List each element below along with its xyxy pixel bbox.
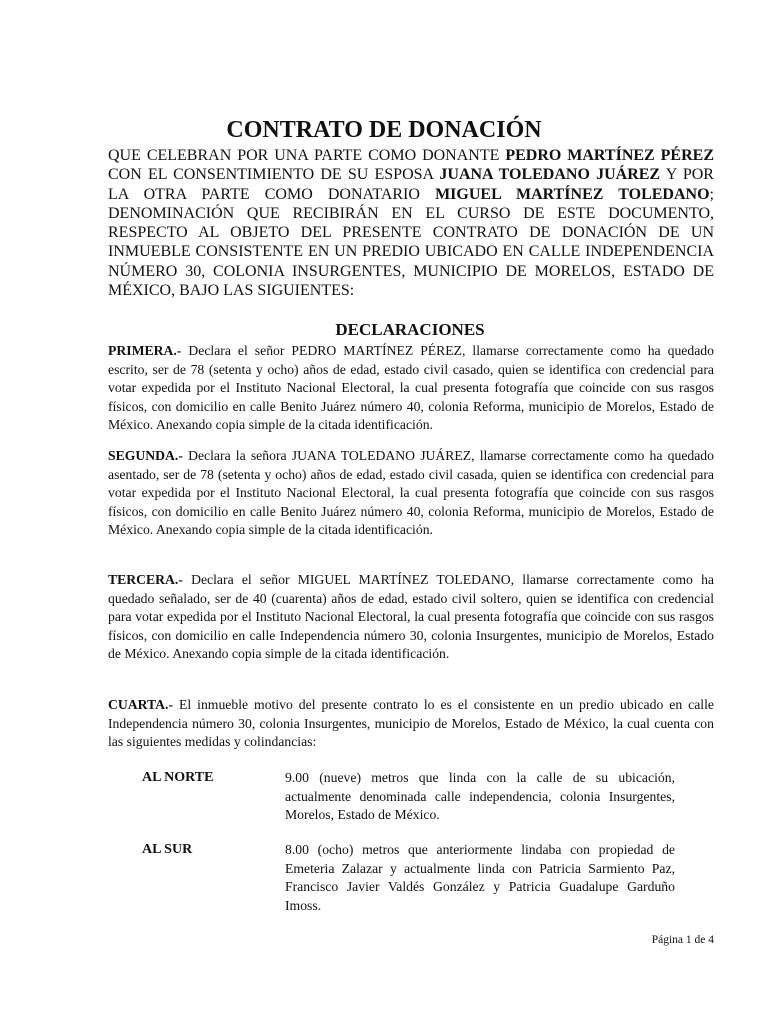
declaracion-text: Declara la señora JUANA TOLEDANO JUÁREZ, llamarse correctamente como ha quedado asentado, ser de 78 (setenta y ocho) años de edad, estado civil casada, quien se identifica con credencial para votar expedida por el Instituto Nacional Electoral, la cual presenta fotografía que coincide con sus rasgos físicos, con domicilio en calle Benito Juárez número 40, colonia Reforma, municipio de Morelos, Estado de México. Anexando copia simple de la citada identificación. [108, 448, 714, 538]
intro-paragraph [108, 146, 714, 300]
declaracion-cuarta [108, 696, 714, 752]
colindancia-norte-label: AL NORTE [142, 770, 214, 785]
declaraciones-heading: DECLARACIONES [335, 320, 485, 339]
declaracion-text: Declara el señor PEDRO MARTÍNEZ PÉREZ, llamarse correctamente como ha quedado escrito, ser de 78 (setenta y ocho) años de edad, estado civil casado, quien se identifica con credencial para votar expedida por el Instituto Nacional Electoral, la cual presenta fotografía que coincide con sus rasgos físicos, con domicilio en calle Benito Juárez número 40, colonia Reforma, municipio de Morelos, Estado de México. Anexando copia simple de la citada identificación. [108, 343, 714, 433]
declaracion-segunda [108, 447, 714, 540]
intro-text-3: Y POR LA OTRA PARTE COMO DONATARIO [108, 166, 714, 203]
declaracion-tercera [108, 571, 714, 664]
intro-text-4: ; DENOMINACIÓN QUE RECIBIRÁN EN EL CURSO DE ESTE DOCUMENTO, RESPECTO AL OBJETO DEL PRESENTE CONTRATO DE DONACIÓN DE UN INMUEBLE CONSISTENTE EN UN PREDIO UBICADO EN CALLE INDEPENDENCIA NÚMERO 30, COLONIA INSURGENTES, MUNICIPIO DE MORELOS, ESTADO DE MÉXICO, BAJO LAS SIGUIENTES: [108, 185, 714, 300]
donante-name: PEDRO MARTÍNEZ PÉREZ [505, 147, 714, 164]
colindancia-sur-text: 8.00 (ocho) metros que anteriormente lindaba con propiedad de Emeteria Zalazar y actualmente linda con Patricia Sarmiento Paz, Francisco Javier Valdés González y Patricia Guadalupe Garduño Imoss. [285, 842, 675, 913]
colindancia-norte-text: 9.00 (nueve) metros que linda con la calle de su ubicación, actualmente denominada calle independencia, colonia Insurgentes, Morelos, Estado de México. [285, 770, 675, 823]
donatario-name: MIGUEL MARTÍNEZ TOLEDANO [435, 185, 710, 203]
declaracion-label: CUARTA.- [108, 697, 174, 712]
intro-text-2: CON EL CONSENTIMIENTO DE SU ESPOSA [108, 166, 440, 184]
declaracion-text: Declara el señor MIGUEL MARTÍNEZ TOLEDANO, llamarse correctamente como ha quedado señalado, ser de 40 (cuarenta) años de edad, estado civil soltero, quien se identifica con credencial para votar expedida por el Instituto Nacional Electoral, la cual presenta fotografía que coincide con sus rasgos físicos, con domicilio en calle Independencia número 30, colonia Insurgentes, municipio de Morelos, Estado de México. Anexando copia simple de la citada identificación. [108, 572, 714, 662]
colindancia-sur-label: AL SUR [142, 842, 193, 857]
esposa-name: JUANA TOLEDANO JUÁREZ [439, 166, 661, 184]
declaracion-text: El inmueble motivo del presente contrato lo es el consistente en un predio ubicado en calle Independencia número 30, colonia Insurgentes, municipio de Morelos, Estado de México, la cual cuenta con las siguientes medidas y colindancias: [108, 697, 714, 750]
declaracion-label: PRIMERA.- [108, 343, 182, 358]
declaracion-label: SEGUNDA.- [108, 448, 183, 463]
declaracion-primera [108, 342, 714, 435]
page-number: Página 1 de 4 [651, 934, 714, 946]
intro-text-1: QUE CELEBRAN POR UNA PARTE COMO DONANTE [108, 147, 506, 164]
declaracion-label: TERCERA.- [108, 572, 183, 587]
document-title: CONTRATO DE DONACIÓN [226, 117, 542, 143]
